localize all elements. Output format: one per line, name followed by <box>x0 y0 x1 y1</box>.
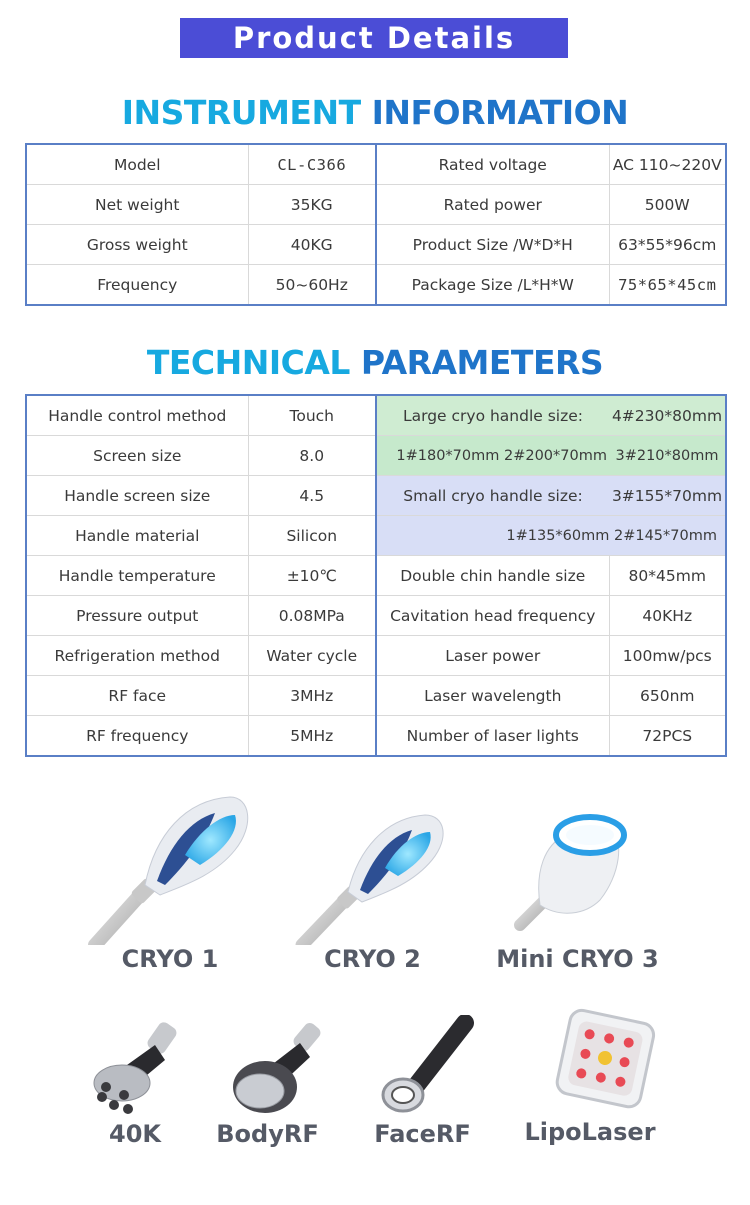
table-row <box>26 476 726 516</box>
table-row <box>26 225 726 265</box>
spec-label: Pressure output <box>26 596 248 636</box>
face-rf-head-image <box>365 1015 480 1120</box>
spec-label: Double chin handle size <box>376 556 609 596</box>
title-part-a: TECHNICAL <box>146 343 350 382</box>
spec-label: Number of laser lights <box>376 716 609 757</box>
product-details-banner <box>180 18 568 58</box>
spec-label: Handle material <box>26 516 248 556</box>
spec-label: Laser power <box>376 636 609 676</box>
instrument-information-table <box>25 143 727 306</box>
product-label: LipoLaser <box>524 1118 656 1146</box>
spec-value: 40KHz <box>609 596 726 636</box>
spec-label: Package Size /L*H*W <box>376 265 609 306</box>
table-row <box>26 144 726 185</box>
spec-value: 3#155*70mm <box>609 476 726 516</box>
spec-label: Handle temperature <box>26 556 248 596</box>
product-label: FaceRF <box>374 1120 471 1148</box>
spec-label: Gross weight <box>26 225 248 265</box>
product-mini-cryo-3 <box>490 800 665 973</box>
spec-label: Rated voltage <box>376 144 609 185</box>
spec-label: Model <box>26 144 248 185</box>
table-row <box>26 516 726 556</box>
table-row <box>26 716 726 757</box>
spec-value: CL-C366 <box>248 144 376 185</box>
body-rf-head-image <box>210 1015 325 1120</box>
spec-label: Handle screen size <box>26 476 248 516</box>
spec-label: RF face <box>26 676 248 716</box>
spec-value: 75*65*45cm <box>618 275 717 294</box>
product-label: Mini CRYO 3 <box>496 945 659 973</box>
spec-value: 4#230*80mm <box>609 395 726 436</box>
spec-label: RF frequency <box>26 716 248 757</box>
table-row <box>26 436 726 476</box>
technical-parameters-title <box>0 343 750 382</box>
product-cryo-2 <box>290 800 455 973</box>
product-label: CRYO 1 <box>121 945 219 973</box>
product-body-rf <box>210 1015 325 1148</box>
cavitation-head-image <box>80 1015 190 1120</box>
cryo-handle-image <box>290 800 455 945</box>
spec-value: AC 110~220V <box>609 144 726 185</box>
spec-label: Product Size /W*D*H <box>376 225 609 265</box>
title-part-a: INSTRUMENT <box>121 93 361 132</box>
spec-value: 3#210*80mm <box>609 436 726 476</box>
spec-value: 8.0 <box>248 436 376 476</box>
table-row <box>26 636 726 676</box>
spec-value: 100mw/pcs <box>609 636 726 676</box>
spec-value: 35KG <box>248 185 376 225</box>
product-cryo-1 <box>85 785 255 973</box>
product-label: BodyRF <box>216 1120 319 1148</box>
spec-label: Screen size <box>26 436 248 476</box>
title-part-b: PARAMETERS <box>360 343 604 382</box>
spec-label: Small cryo handle size: <box>376 476 609 516</box>
mini-cryo-handle-image <box>490 800 665 945</box>
product-label: CRYO 2 <box>324 945 421 973</box>
instrument-information-title <box>0 93 750 132</box>
table-row <box>26 676 726 716</box>
spec-value: 0.08MPa <box>248 596 376 636</box>
spec-value: 650nm <box>609 676 726 716</box>
spec-label: Large cryo handle size: <box>376 395 609 436</box>
spec-value: 1#135*60mm 2#145*70mm <box>376 516 726 556</box>
product-face-rf <box>365 1015 480 1148</box>
table-row <box>26 265 726 306</box>
table-row <box>26 185 726 225</box>
spec-value: 1#180*70mm 2#200*70mm <box>376 436 609 476</box>
table-row <box>26 395 726 436</box>
spec-value: 4.5 <box>248 476 376 516</box>
product-label: 40K <box>109 1120 161 1148</box>
title-part-b: INFORMATION <box>371 93 629 132</box>
spec-value: Silicon <box>248 516 376 556</box>
spec-value: 80*45mm <box>609 556 726 596</box>
spec-value: Touch <box>248 395 376 436</box>
spec-value: 40KG <box>248 225 376 265</box>
spec-value: Water cycle <box>248 636 376 676</box>
spec-value: 3MHz <box>248 676 376 716</box>
table-row <box>26 556 726 596</box>
cryo-handle-image <box>85 785 255 945</box>
spec-value: 500W <box>609 185 726 225</box>
spec-label: Laser wavelength <box>376 676 609 716</box>
product-40k <box>80 1015 190 1148</box>
spec-value: 5MHz <box>248 716 376 757</box>
spec-value: ±10℃ <box>248 556 376 596</box>
spec-value: 63*55*96cm <box>609 225 726 265</box>
spec-label: Net weight <box>26 185 248 225</box>
banner-title: Product Details <box>232 21 516 55</box>
spec-label: Refrigeration method <box>26 636 248 676</box>
spec-label: Cavitation head frequency <box>376 596 609 636</box>
technical-parameters-table <box>25 394 727 757</box>
spec-label: Handle control method <box>26 395 248 436</box>
product-lipolaser <box>515 1008 665 1146</box>
spec-label: Rated power <box>376 185 609 225</box>
table-row <box>26 596 726 636</box>
spec-label: Frequency <box>26 265 248 306</box>
lipolaser-pad-image <box>515 1008 665 1118</box>
spec-value: 50~60Hz <box>248 265 376 306</box>
spec-value: 72PCS <box>642 726 693 745</box>
